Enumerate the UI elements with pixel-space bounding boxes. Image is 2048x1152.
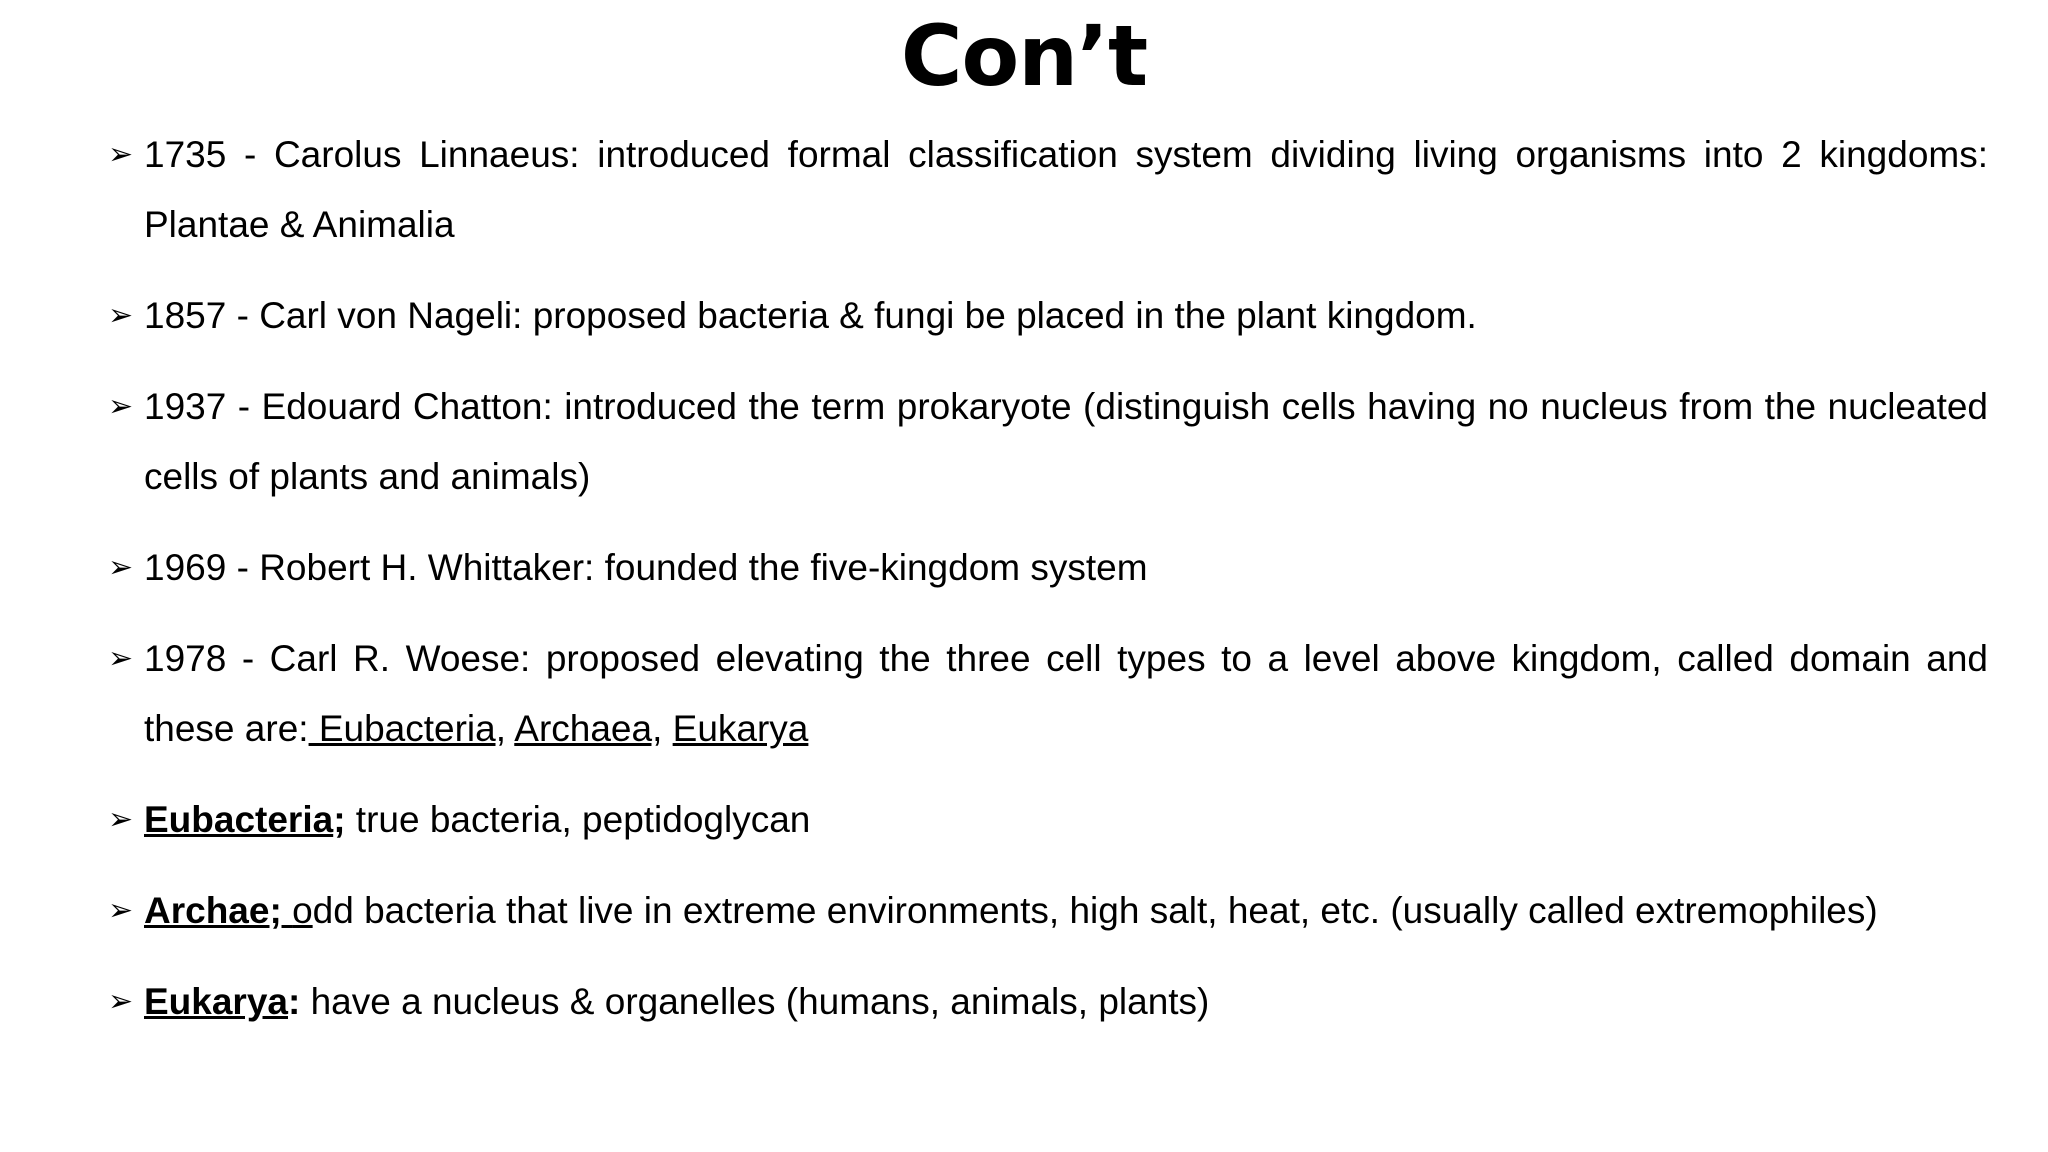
bullet-item-nageli (108, 281, 1988, 351)
term-suffix: : (288, 981, 301, 1022)
bullet-item-eukarya (108, 967, 1988, 1037)
bullet-item-chatton (108, 372, 1988, 512)
term-tail: o (292, 890, 313, 931)
bullet-text: 1735 - Carolus Linnaeus: introduced formal classification system dividing living organisms into 2 kingdoms: Plantae & Animalia (144, 134, 1988, 245)
arrow-bullet-icon: ➢ (108, 138, 134, 171)
arrow-bullet-icon: ➢ (108, 390, 134, 423)
bullet-item-whittaker (108, 533, 1988, 603)
domain-eubacteria: Eubacteria, (308, 708, 507, 749)
bullet-text: 1857 - Carl von Nageli: proposed bacteria & fungi be placed in the plant kingdom. (144, 295, 1477, 336)
arrow-bullet-icon: ➢ (108, 803, 134, 836)
bullet-text: 1969 - Robert H. Whittaker: founded the five-kingdom system (144, 547, 1148, 588)
bullet-item-linnaeus (108, 120, 1988, 260)
bullet-text: 1937 - Edouard Chatton: introduced the term prokaryote (distinguish cells having no nucleus from the nucleated cells of plants and animals) (144, 386, 1988, 497)
arrow-bullet-icon: ➢ (108, 985, 134, 1018)
bullet-item-eubacteria (108, 785, 1988, 855)
bullet-text: 1978 - Carl R. Woese: proposed elevating the three cell types to a level above kingdom, called domain and these are: (144, 638, 1988, 749)
bullet-text: have a nucleus & organelles (humans, animals, plants) (300, 981, 1210, 1022)
term-archae: Archae; (144, 890, 293, 931)
term-eukarya: Eukarya (144, 981, 288, 1022)
arrow-bullet-icon: ➢ (108, 894, 134, 927)
bullet-item-archae (108, 876, 1988, 946)
bullet-item-woese (108, 624, 1988, 764)
bullet-text: true bacteria, peptidoglycan (345, 799, 811, 840)
slide-title: Con’t (900, 7, 1148, 105)
arrow-bullet-icon: ➢ (108, 642, 134, 675)
bullet-text: dd bacteria that live in extreme environments, high salt, heat, etc. (usually called extremophiles) (312, 890, 1878, 931)
bullet-list (108, 120, 1988, 1058)
term-suffix: ; (333, 799, 346, 840)
domain-archaea: Archaea, (514, 708, 663, 749)
arrow-bullet-icon: ➢ (108, 551, 134, 584)
term-eubacteria: Eubacteria (144, 799, 334, 840)
arrow-bullet-icon: ➢ (108, 299, 134, 332)
domain-eukarya: Eukarya (672, 708, 809, 749)
